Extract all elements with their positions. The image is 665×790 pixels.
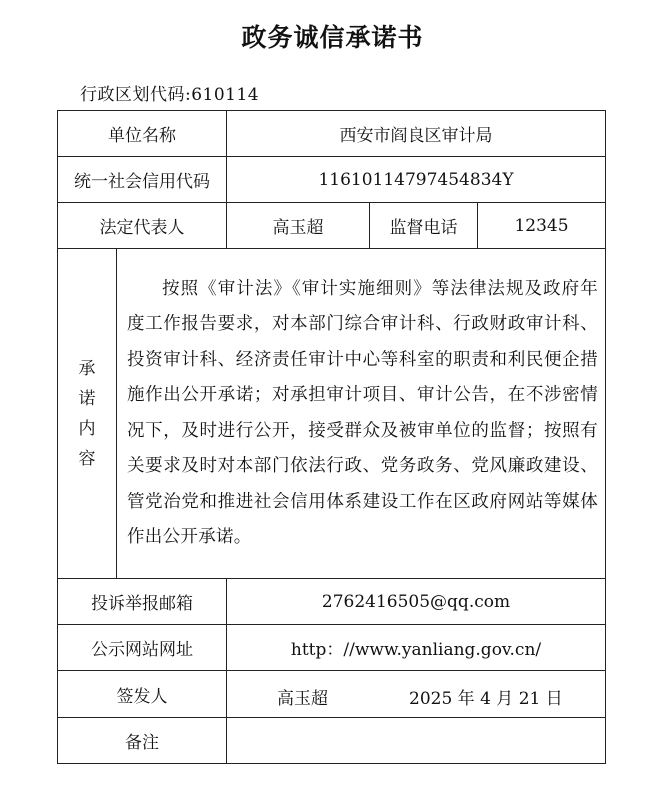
supervise-phone-label: 监督电话: [370, 203, 478, 249]
complaint-email-label: 投诉举报邮箱: [58, 579, 227, 625]
issuer-name: 高玉超: [277, 689, 328, 709]
complaint-email-value: 2762416505@qq.com: [227, 579, 606, 625]
promise-label-char: 承: [78, 358, 96, 379]
row-legal-rep: [58, 203, 606, 249]
promise-label-char: 诺: [78, 388, 96, 409]
remarks-label: 备注: [58, 718, 227, 764]
promise-paragraph: 按照《审计法》《审计实施细则》等法律法规及政府年度工作报告要求，对本部门综合审计科、行政财政审计科、投资审计科、经济责任审计中心等科室的职责和利民便企措施作出公开承诺；对承担审计项目、审计公告，在不涉密情况下，及时进行公开，接受群众及被审单位的监督；按照有关要求及时对本部门依法行政、党务政务、党风廉政建设、管党治党和推进社会信用体系建设工作在区政府网站等媒体作出公开承诺。: [127, 278, 599, 547]
unit-name-label: 单位名称: [58, 111, 227, 157]
website-label: 公示网站网址: [58, 625, 227, 671]
credit-code-label: 统一社会信用代码: [58, 157, 227, 203]
website-value: http：//www.yanliang.gov.cn/: [227, 625, 606, 671]
remarks-value: [227, 718, 606, 764]
promise-label-char: 容: [78, 448, 96, 469]
commitment-form-table: [57, 110, 606, 764]
promise-label-char: 内: [78, 418, 96, 439]
promise-label: [58, 249, 117, 579]
unit-name-value: 西安市阎良区审计局: [227, 111, 606, 157]
issuer-cell: [227, 671, 606, 718]
supervise-phone-value: 12345: [478, 203, 606, 249]
row-complaint-email: [58, 579, 606, 625]
promise-content: [117, 249, 606, 579]
legal-rep-label: 法定代表人: [58, 203, 227, 249]
row-remarks: [58, 718, 606, 764]
region-code: 行政区划代码:610114: [80, 85, 260, 105]
legal-rep-value: 高玉超: [227, 203, 370, 249]
row-unit-name: [58, 111, 606, 157]
credit-code-value: 11610114797454834Y: [227, 157, 606, 203]
issuer-label: 签发人: [58, 671, 227, 718]
row-issuer: [58, 671, 606, 718]
row-promise: [58, 249, 606, 579]
row-credit-code: [58, 157, 606, 203]
row-website: [58, 625, 606, 671]
issue-date: 2025 年 4 月 21 日: [409, 689, 563, 709]
document-title: 政务诚信承诺书: [241, 23, 424, 52]
